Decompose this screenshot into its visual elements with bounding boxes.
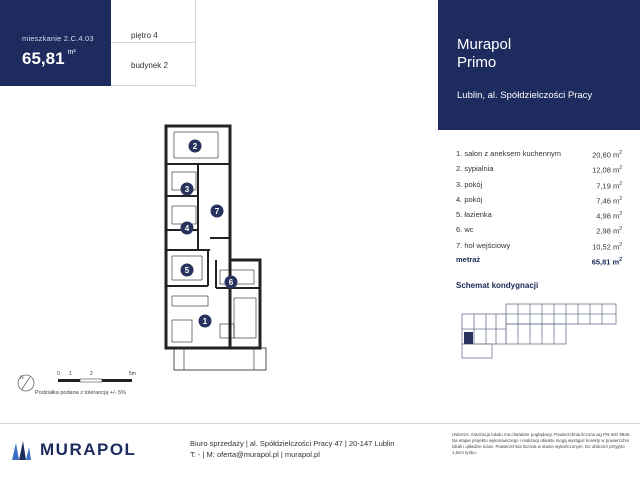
apartment-number: mieszkanie 2.C.4.03 bbox=[22, 34, 94, 43]
apartment-summary bbox=[0, 0, 111, 86]
highlighted-apartment bbox=[464, 332, 473, 344]
room-marker-label: 1 bbox=[202, 317, 208, 326]
room-marker-label: 4 bbox=[184, 224, 190, 233]
tolerance-note: Podziałka podana z tolerancją +/- 5% bbox=[35, 390, 126, 396]
room-marker-label: 6 bbox=[228, 278, 234, 287]
room-area: 4,98 $m^2$ bbox=[596, 211, 622, 221]
room-row bbox=[456, 222, 622, 237]
project-name bbox=[457, 36, 511, 72]
floor-info: piętro 4 bbox=[111, 0, 196, 43]
room-list bbox=[456, 146, 622, 267]
total-area: 65,81 $m^2$ bbox=[591, 257, 622, 267]
scale-tick-2: 2 bbox=[90, 371, 93, 377]
sales-contact-details: T: - | M: oferta@murapol.pl | murapol.pl bbox=[190, 450, 320, 459]
apartment-area-unit: m² bbox=[67, 49, 76, 56]
room-name: 3. pokój bbox=[456, 179, 483, 189]
room-name: 5. łazienka bbox=[456, 210, 492, 220]
room-row bbox=[456, 238, 622, 253]
room-marker-label: 2 bbox=[192, 142, 198, 151]
footer-divider bbox=[0, 423, 640, 424]
room-row bbox=[456, 207, 622, 222]
room-marker-label: 5 bbox=[184, 266, 190, 275]
room-area: 7,46 $m^2$ bbox=[596, 195, 622, 206]
murapol-logo bbox=[10, 438, 136, 462]
total-label: metraż bbox=[456, 255, 481, 265]
project-name-line2: Primo bbox=[457, 54, 497, 71]
scale-tick-5: 5m bbox=[129, 371, 136, 377]
floor-schema bbox=[452, 292, 622, 362]
room-marker-label: 7 bbox=[214, 207, 220, 216]
scale-tick-1: 1 bbox=[69, 371, 72, 377]
floor-schema-title: Schemat kondygnacji bbox=[456, 281, 539, 290]
room-row bbox=[456, 146, 622, 161]
room-row bbox=[456, 161, 622, 176]
project-address: Lublin, al. Spółdzielczości Pracy bbox=[457, 90, 593, 101]
apartment-area bbox=[22, 49, 111, 69]
project-name-line1: Murapol bbox=[457, 36, 512, 53]
sales-office-address: Biuro sprzedaży | al. Spółdzielczości Pracy 47 | 20-147 Lublin bbox=[190, 439, 395, 448]
room-name: 7. hol wejściowy bbox=[456, 240, 511, 250]
room-marker-label: 3 bbox=[184, 185, 190, 194]
room-area: 12,08 $m^2$ bbox=[592, 165, 622, 175]
logo-text: MURAPOL bbox=[40, 440, 137, 459]
room-name: 1. salon z aneksem kuchennym bbox=[456, 149, 562, 158]
apartment-header bbox=[0, 0, 196, 86]
room-row bbox=[456, 177, 622, 192]
floor-plan bbox=[150, 120, 280, 375]
murapol-logo-icon bbox=[10, 439, 32, 461]
room-row bbox=[456, 192, 622, 207]
project-panel bbox=[438, 0, 640, 130]
room-name: 4. pokój bbox=[456, 194, 483, 204]
total-row bbox=[456, 253, 622, 267]
room-name: 2. sypialnia bbox=[456, 164, 494, 174]
room-name: 6. wc bbox=[456, 225, 474, 235]
room-area: 2,98 $m^2$ bbox=[596, 226, 622, 236]
apartment-area-value: 65,81 bbox=[22, 49, 65, 68]
disclaimer: UWAGA: Aranżacja lokalu ma charakter poglądowy. Powierzchnia liczona wg PN-ISO 9836. Na etapie projektu wykonawczego i realizacji obiektu mogą wystąpić korekty w powierzchni lokali i układzie ścian. Powierzchnia liczona w stanie wykończonym. Do obliczeń przyjęto 1,5cm tynku. bbox=[452, 432, 631, 455]
building-info: budynek 2 bbox=[131, 61, 168, 70]
room-area: 20,60 $m^2$ bbox=[592, 150, 622, 160]
room-area: 7,19 $m^2$ bbox=[596, 180, 622, 191]
compass-north: N bbox=[20, 375, 24, 381]
scale-tick-0: 0 bbox=[57, 371, 60, 377]
room-area: 10,52 $m^2$ bbox=[592, 241, 622, 252]
sales-contact bbox=[190, 438, 394, 460]
